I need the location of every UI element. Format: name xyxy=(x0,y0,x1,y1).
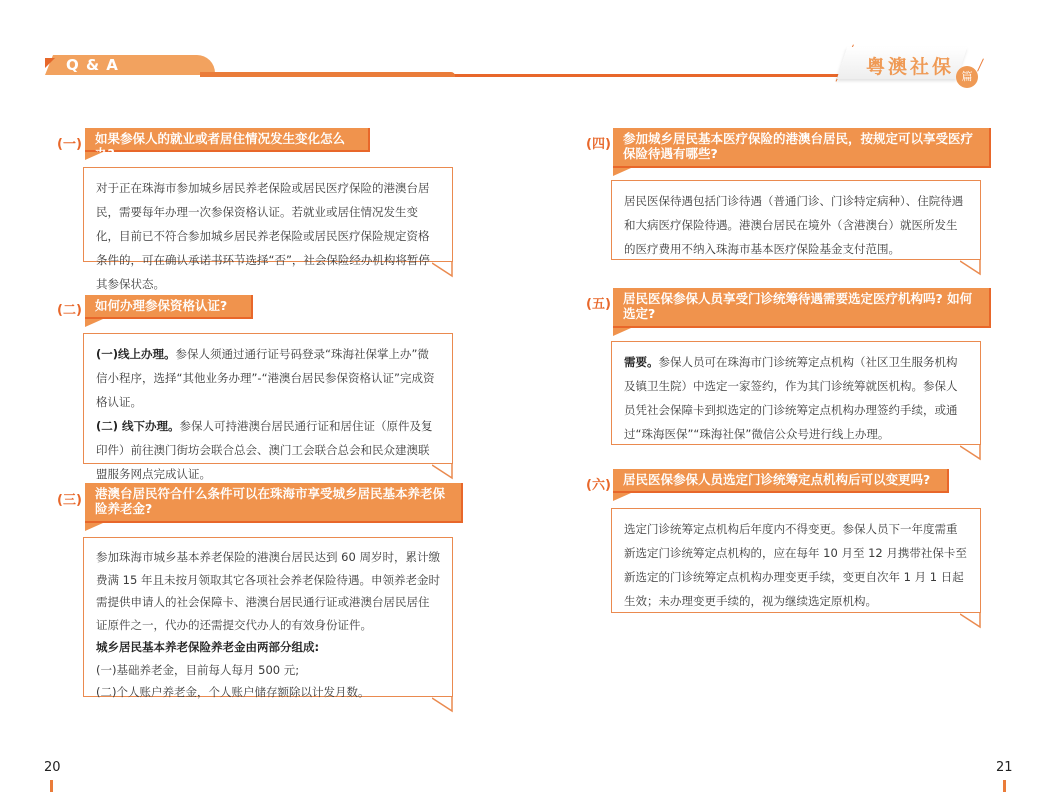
answer-subheading: 城乡居民基本养老保险养老金由两部分组成: xyxy=(96,640,320,654)
question-number: (六) xyxy=(586,478,611,493)
question-title: 港澳台居民符合什么条件可以在珠海市享受城乡居民基本养老保险养老金? xyxy=(85,483,463,523)
answer-text: 对于正在珠海市参加城乡居民养老保险或居民医疗保险的港澳台居民，需要每年办理一次参保资格认证。若就业或居住情况发生变化，目前已不符合参加城乡居民养老保险或居民医疗保险规定资格条件的，可在确认承诺书环节选择“否”，社会保险经办机构将暂停其参保状态。 xyxy=(96,181,430,291)
page-number: 20 xyxy=(44,760,61,775)
answer-text: 需要。参保人员可在珠海市门诊统筹定点机构（社区卫生服务机构及镇卫生院）中选定一家签约，作为其门诊统筹就医机构。参保人员凭社会保障卡到拟选定的门诊统筹定点机构办理签约手续，或通过“珠海医保”“珠海社保”微信公众号进行线上办理。 xyxy=(624,355,958,441)
question-number: (三) xyxy=(57,493,82,508)
answer-text: (一)线上办理。参保人须通过通行证号码登录“珠海社保掌上办”微信小程序，选择“其他业务办理”-“港澳台居民参保资格认证”完成资格认证。 xyxy=(96,347,435,409)
page-marker xyxy=(1003,780,1006,792)
answer-text: (一)基础养老金，目前每人每月 500 元; xyxy=(96,662,300,677)
speech-tail-icon xyxy=(432,697,454,713)
answer-box xyxy=(611,180,981,260)
brand-title: 粤澳社保 xyxy=(866,56,955,78)
answer-text: 参加珠海市城乡基本养老保险的港澳台居民达到 60 周岁时，累计缴费满 15 年且未按月领取其它各项社会养老保险待遇。申领养老金时需提供申请人的社会保障卡、港澳台居民通行证或港澳台居民居住证原件之一，代办的还需提交代办人的有效身份证件。 xyxy=(96,550,440,632)
answer-text: 选定门诊统筹定点机构后年度内不得变更。参保人员下一年度需重新选定门诊统筹定点机构的，应在每年 10 月至 12 月携带社保卡至新选定的门诊统筹定点机构办理变更手续，变更自次年 1 月 1 日起生效；未办理变更手续的，视为继续选定原机构。 xyxy=(624,522,967,608)
question-number: (二) xyxy=(57,303,82,318)
question-title: 居民医保参保人员选定门诊统筹定点机构后可以变更吗? xyxy=(613,469,949,493)
speech-tail-icon xyxy=(960,613,982,629)
decorative-slash-icon xyxy=(977,58,984,71)
question-title: 参加城乡居民基本医疗保险的港澳台居民，按规定可以享受医疗保险待遇有哪些? xyxy=(613,128,991,168)
speech-tail-icon xyxy=(960,445,982,461)
section-label: Q & A xyxy=(66,56,119,74)
section-tab-corner xyxy=(45,58,55,68)
page-marker xyxy=(50,780,53,792)
answer-box xyxy=(83,333,453,481)
answer-text: 居民医保待遇包括门诊待遇（普通门诊、门诊特定病种）、住院待遇和大病医疗保险待遇。港澳台居民在境外（含港澳台）就医所发生的医疗费用不纳入珠海市基本医疗保险基金支付范围。 xyxy=(624,194,964,256)
answer-box xyxy=(83,537,453,697)
speech-tail-icon xyxy=(432,262,454,278)
question-title: 如何办理参保资格认证? xyxy=(85,295,253,319)
page-number: 21 xyxy=(996,760,1013,775)
question-number: (四) xyxy=(586,137,611,152)
speech-tail-icon xyxy=(432,464,454,480)
question-title: 如果参保人的就业或者居住情况发生变化怎么办? xyxy=(85,128,370,152)
answer-text: (二) 线下办理。参保人可持港澳台居民通行证和居住证（原件及复印件）前往澳门街坊会联合总会、澳门工会联合总会和民众建澳联盟服务网点完成认证。 xyxy=(96,419,433,481)
question-number: (五) xyxy=(586,297,611,312)
header-rule-accent xyxy=(200,72,455,77)
answer-box xyxy=(83,167,453,291)
speech-tail-icon xyxy=(960,260,982,276)
question-title: 居民医保参保人员享受门诊统筹待遇需要选定医疗机构吗? 如何选定? xyxy=(613,288,991,328)
question-number: (一) xyxy=(57,137,82,152)
answer-box xyxy=(611,508,981,613)
answer-box xyxy=(611,341,981,445)
brand-badge: 篇 xyxy=(956,66,978,88)
answer-text: (二)个人账户养老金，个人账户储存额除以计发月数。 xyxy=(96,685,370,699)
